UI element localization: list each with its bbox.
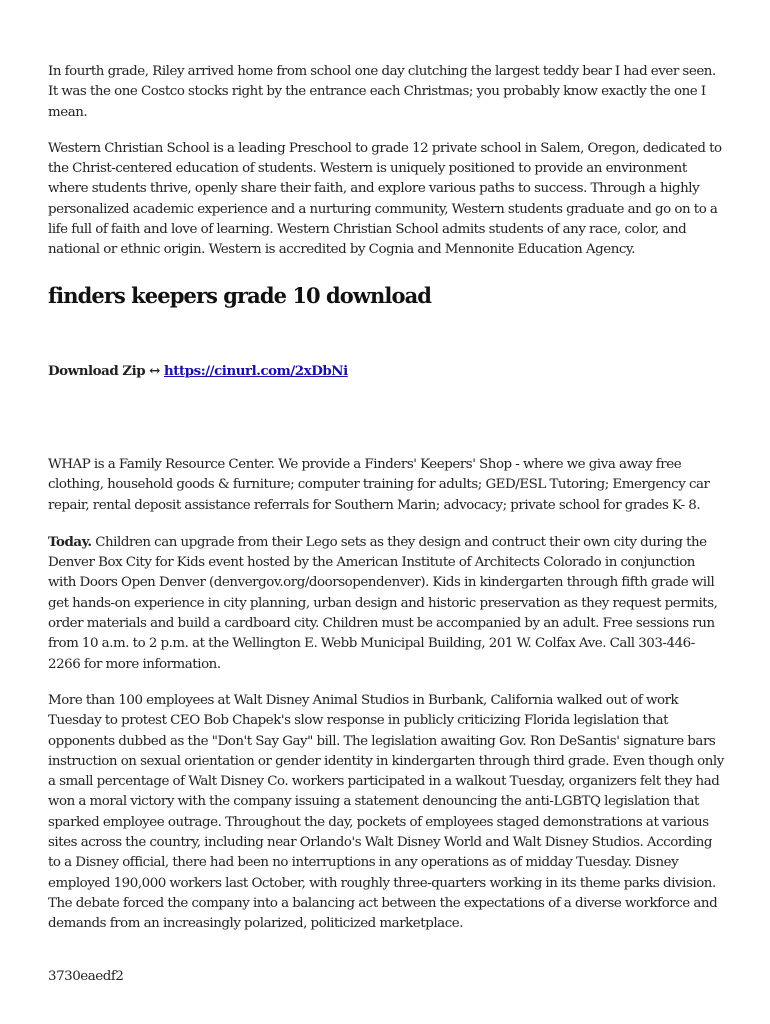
school-paragraph: Western Christian School is a leading Preschool to grade 12 private school in Salem, Oregon, dedicated to the Christ-centered education of students. Western is uniquely positioned to provide an environment where students thrive, openly share their faith, and explore various paths to success. Through a highly personalized academic experience and a nurturing community, Western students graduate and go on to a life full of faith and love of learning. Western Christian School admits students of any race, color, and national or ethnic origin. Western is accredited by Cognia and Mennonite Education Agency. — [48, 140, 722, 258]
today-text: Children can upgrade from their Lego sets as they design and contruct their own city during the Denver Box City for Kids event hosted by the American Institute of Architects Colorado in conjunction with Doors Open Denver (denvergov.org/doorsopendenver). Kids in kindergarten through fifth grade will get hands-on experience in city planning, urban design and historic preservation as they request permits, order materials and build a cardboard city. Children must be accompanied by an adult. Free sessions run from 10 a.m. to 2 p.m. at the Wellington E. Webb Municipal Building, 201 W. Colfax Ave. Call 303-446-2266 for more information. — [48, 534, 718, 672]
document-page — [48, 62, 724, 1003]
today-paragraph — [48, 532, 724, 675]
arrow-icon: ↔ — [149, 362, 160, 379]
intro-paragraph: In fourth grade, Riley arrived home from school one day clutching the largest teddy bear I had ever seen. It was the one Costco stocks right by the entrance each Christmas; you probably know exactly the one I mean. — [48, 64, 716, 120]
whap-paragraph: WHAP is a Family Resource Center. We provide a Finders' Keepers' Shop - where we giva away free clothing, household goods & furniture; computer training for adults; GED/ESL Tutoring; Emergency car repair, rental deposit assistance referrals for Southern Marin; advocacy; private school for grades K- 8. — [48, 456, 710, 513]
download-line — [48, 361, 724, 381]
footer-code: 3730eaedf2 — [48, 968, 124, 984]
download-label: Download Zip — [48, 362, 146, 379]
download-link[interactable]: https://cinurl.com/2xDbNi — [163, 362, 348, 379]
disney-paragraph: More than 100 employees at Walt Disney Animal Studios in Burbank, California walked out of work Tuesday to protest CEO Bob Chapek's slow response in publicly criticizing Florida legislation that opponents dubbed as the "Don't Say Gay" bill. The legislation awaiting Gov. Ron DeSantis' signature bars instruction on sexual orientation or gender identity in kindergarten through third grade. Even though only a small percentage of Walt Disney Co. workers participated in a walkout Tuesday, organizers felt they had won a moral victory with the company issuing a statement denouncing the anti-LGBTQ legislation that sparked employee outrage. Throughout the day, pockets of employees staged demonstrations at various sites across the country, including near Orlando's Walt Disney World and Walt Disney Studios. According to a Disney official, there had been no interruptions in any operations as of midday Tuesday. Disney employed 190,000 workers last October, with roughly three-quarters working in its theme parks division. The debate forced the company into a balancing act between the expectations of a diverse workforce and demands from an increasingly polarized, politicized marketplace. — [48, 692, 724, 932]
page-title: finders keepers grade 10 download — [48, 282, 432, 308]
today-lead: Today. — [48, 533, 92, 550]
